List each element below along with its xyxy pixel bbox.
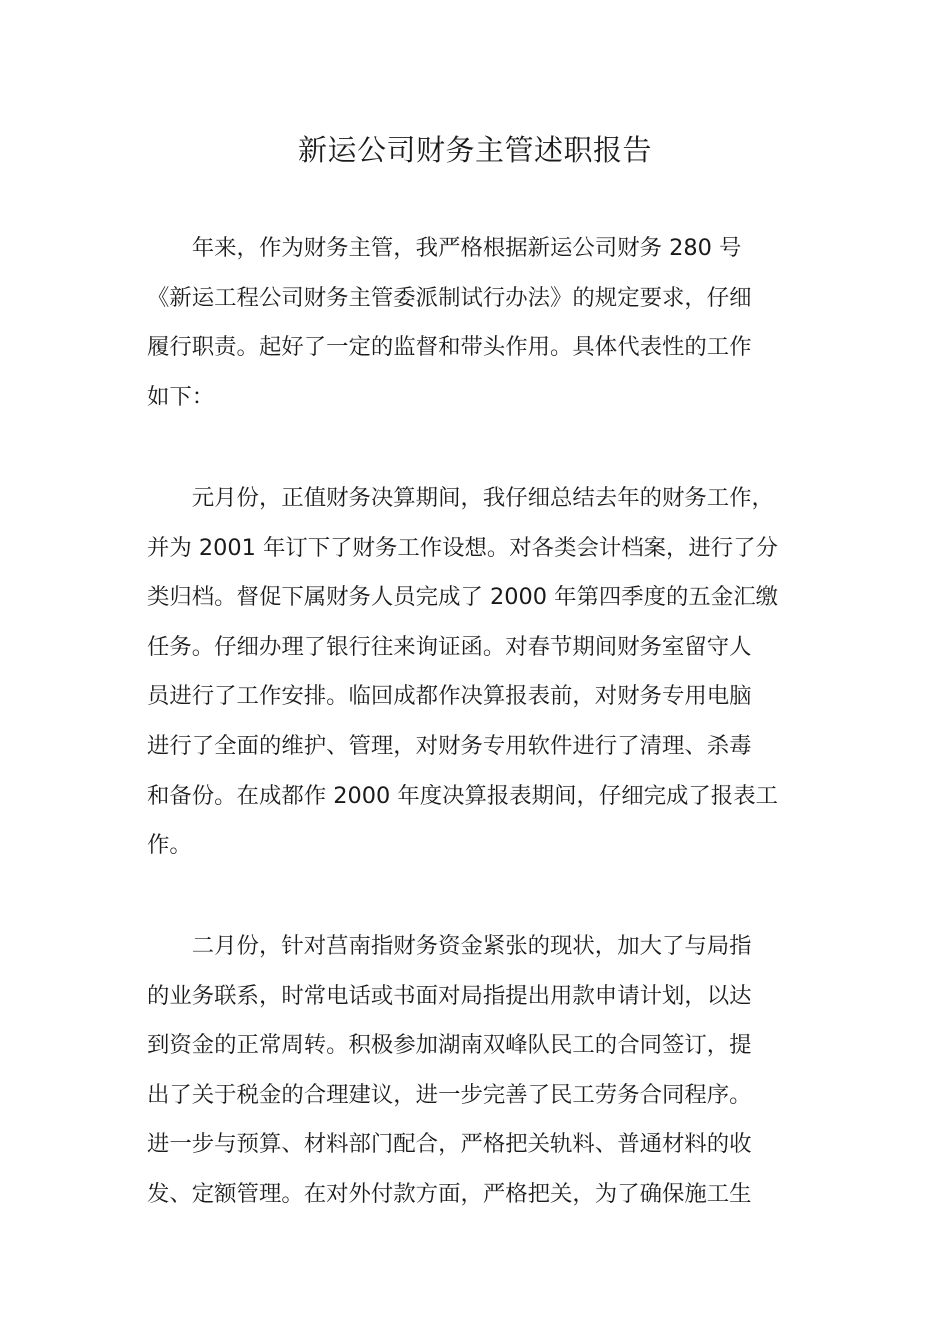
paragraph-line: 进一步与预算、材料部门配合，严格把关轨料、普通材料的收	[147, 1131, 752, 1158]
paragraph-line: 年来，作为财务主管，我严格根据新运公司财务 280 号	[147, 235, 742, 261]
paragraph-line: 如下：	[147, 383, 215, 410]
paragraph-3	[147, 922, 812, 1220]
paragraph-line: 并为 2001 年订下了财务工作设想。对各类会计档案，进行了分	[147, 534, 778, 561]
paragraph-line: 二月份，针对莒南指财务资金紧张的现状，加大了与局指	[147, 933, 752, 959]
paragraph-line: 类归档。督促下属财务人员完成了 2000 年第四季度的五金汇缴	[147, 584, 778, 611]
paragraph-line: 《新运工程公司财务主管委派制试行办法》的规定要求，仔细	[147, 284, 752, 311]
paragraph-line: 和备份。在成都作 2000 年度决算报表期间，仔细完成了报表工	[147, 782, 778, 809]
paragraph-line: 任务。仔细办理了银行往来询证函。对春节期间财务室留守人	[147, 633, 752, 660]
paragraph-line: 员进行了工作安排。临回成都作决算报表前，对财务专用电脑	[147, 683, 752, 710]
paragraph-line: 的业务联系，时常电话或书面对局指提出用款申请计划，以达	[147, 982, 752, 1009]
paragraph-1	[147, 224, 812, 422]
document-title: 新运公司财务主管述职报告	[297, 133, 652, 167]
paragraph-line: 出了关于税金的合理建议，进一步完善了民工劳务合同程序。	[147, 1081, 752, 1108]
paragraph-line: 进行了全面的维护、管理，对财务专用软件进行了清理、杀毒	[147, 732, 752, 759]
paragraph-2	[147, 474, 812, 871]
paragraph-line: 作。	[147, 832, 192, 859]
paragraph-line: 发、定额管理。在对外付款方面，严格把关，为了确保施工生	[147, 1180, 752, 1207]
paragraph-line: 元月份，正值财务决算期间，我仔细总结去年的财务工作，	[147, 485, 774, 511]
paragraph-line: 到资金的正常周转。积极参加湖南双峰队民工的合同签订，提	[147, 1032, 752, 1059]
paragraph-line: 履行职责。起好了一定的监督和带头作用。具体代表性的工作	[147, 334, 752, 361]
